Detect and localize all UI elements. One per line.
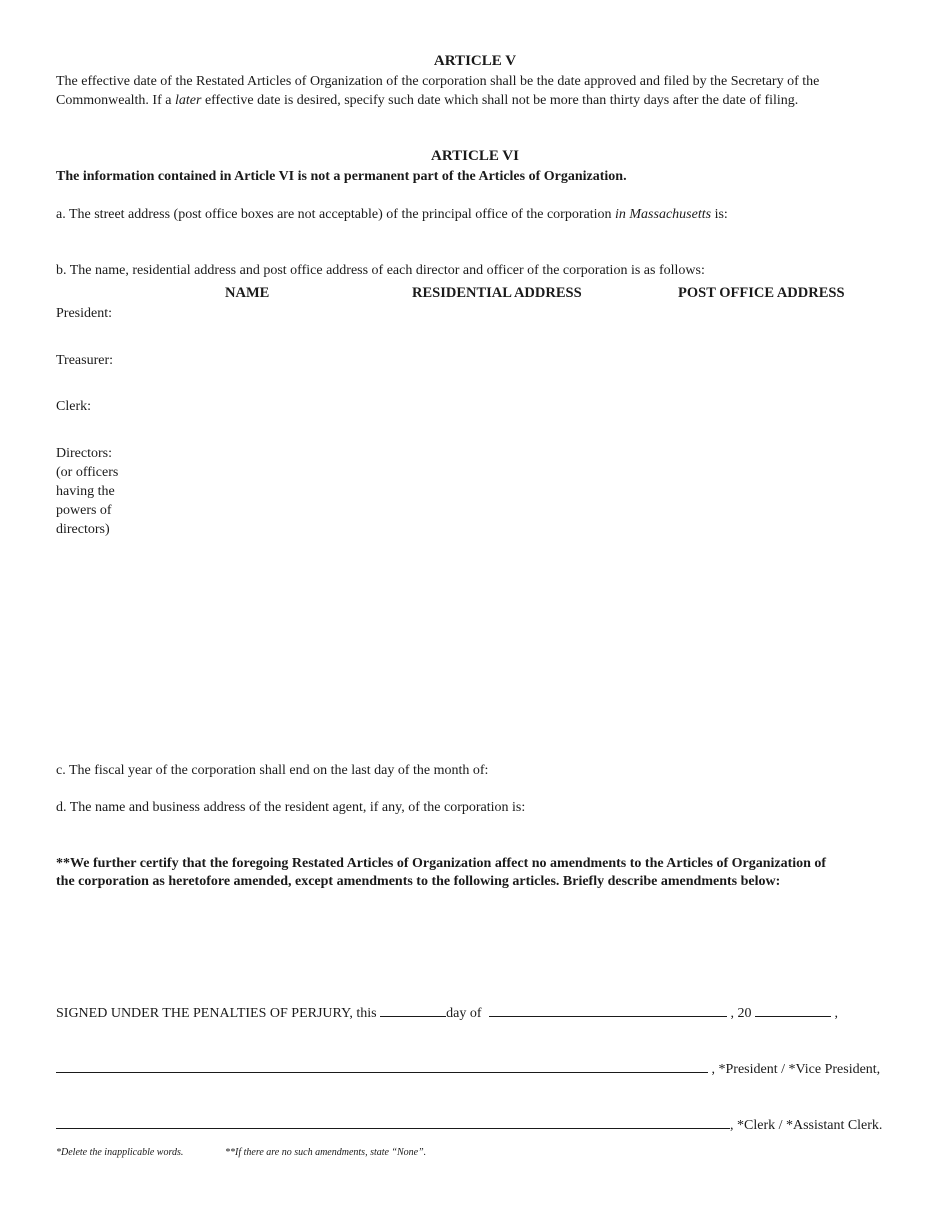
- certification-line1: **We further certify that the foregoing Restated Articles of Organization affect no amendments to the Articles of Organization of: [56, 856, 827, 871]
- president-signature-label: , *President / *Vice President,: [711, 1062, 881, 1077]
- signed-under-penalties-text: SIGNED UNDER THE PENALTIES OF PERJURY, this: [56, 1006, 377, 1021]
- resident-agent-field[interactable]: [56, 818, 894, 848]
- directors-label-line1: Directors:: [56, 446, 112, 461]
- directors-label-line2: (or officers: [56, 465, 119, 480]
- clerk-signature-field[interactable]: [56, 1114, 730, 1129]
- clerk-entry-field[interactable]: [140, 396, 894, 436]
- amendments-description-field[interactable]: [56, 895, 894, 990]
- item-a-text: a. The street address (post office boxes are not acceptable) of the principal office of the corporation: [56, 207, 615, 222]
- article-v-italic-later: later: [174, 93, 202, 108]
- day-of-text: day of: [446, 1006, 482, 1021]
- article-v-paragraph-line1: The effective date of the Restated Articles of Organization of the corporation shall be the date approved and filed by the Secretary of the: [56, 74, 820, 89]
- footnote-delete-inapplicable: *Delete the inapplicable words.: [56, 1147, 184, 1158]
- directors-label-line5: directors): [56, 522, 110, 537]
- fiscal-year-month-field[interactable]: [530, 760, 894, 780]
- role-label-treasurer: Treasurer:: [56, 353, 114, 368]
- day-field[interactable]: [380, 1002, 446, 1017]
- item-a-italic: in Massachusetts: [615, 207, 712, 222]
- column-header-residential-address: RESIDENTIAL ADDRESS: [412, 285, 582, 301]
- president-signature-line: [56, 1058, 880, 1079]
- role-label-directors: [56, 444, 118, 539]
- treasurer-entry-field[interactable]: [140, 350, 894, 390]
- trailing-comma: ,: [834, 1006, 839, 1021]
- item-a-principal-office: [56, 205, 728, 224]
- certification-line2: the corporation as heretofore amended, except amendments to the following articles. Briefly describe amendments below:: [56, 874, 781, 889]
- directors-entry-field[interactable]: [140, 443, 894, 743]
- item-a-end: is:: [711, 207, 728, 222]
- clerk-signature-label: , *Clerk / *Assistant Clerk.: [730, 1118, 883, 1133]
- year-prefix-text: , 20: [730, 1006, 752, 1021]
- month-field[interactable]: [489, 1002, 727, 1017]
- role-label-clerk: Clerk:: [56, 399, 91, 414]
- article-vi-heading: ARTICLE VI: [431, 148, 519, 164]
- column-header-name: NAME: [225, 285, 270, 301]
- year-field[interactable]: [755, 1002, 831, 1017]
- footnote-no-amendments: **If there are no such amendments, state “None”.: [225, 1147, 427, 1158]
- signed-under-penalties-line: [56, 1002, 838, 1023]
- article-v-heading: ARTICLE V: [433, 53, 517, 69]
- role-label-president: President:: [56, 306, 112, 321]
- principal-office-field[interactable]: [56, 226, 894, 252]
- column-header-post-office-address: POST OFFICE ADDRESS: [678, 285, 845, 301]
- directors-label-line4: powers of: [56, 503, 112, 518]
- item-c-fiscal-year: c. The fiscal year of the corporation shall end on the last day of the month of:: [56, 763, 489, 778]
- president-entry-field[interactable]: [140, 303, 894, 343]
- article-v-text-b: effective date is desired, specify such date which shall not be more than thirty days after the date of filing.: [201, 93, 799, 108]
- article-v-text-a: Commonwealth. If a: [56, 93, 175, 108]
- item-d-resident-agent: d. The name and business address of the resident agent, if any, of the corporation is:: [56, 800, 526, 815]
- directors-label-line3: having the: [56, 484, 115, 499]
- article-vi-subheading: The information contained in Article VI is not a permanent part of the Articles of Organization.: [56, 169, 627, 184]
- clerk-signature-line: [56, 1114, 882, 1135]
- article-v-paragraph-line2: [56, 91, 798, 110]
- president-signature-field[interactable]: [56, 1058, 708, 1073]
- item-b-directors-officers: b. The name, residential address and post office address of each director and officer of the corporation is as follows:: [56, 263, 705, 278]
